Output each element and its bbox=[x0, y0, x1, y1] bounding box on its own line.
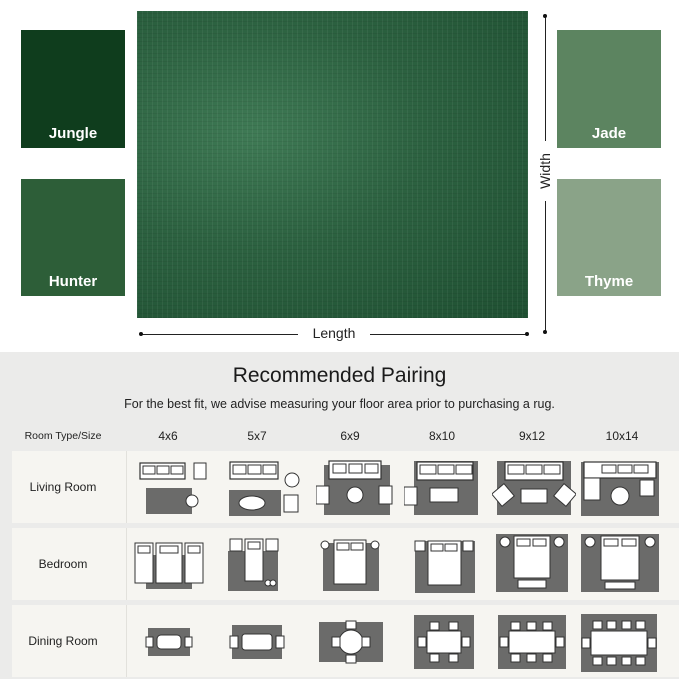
size-header-10x14: 10x14 bbox=[605, 429, 639, 443]
dining-room-9x12-plan bbox=[496, 613, 568, 671]
length-label: Length bbox=[298, 325, 370, 341]
size-header-9x12: 9x12 bbox=[518, 429, 546, 443]
table-row-bedroom bbox=[12, 528, 679, 600]
dining-room-10x14-plan bbox=[579, 613, 659, 673]
dining-room-8x10-plan bbox=[412, 613, 476, 671]
bedroom-5x7-plan bbox=[226, 533, 284, 595]
living-room-10x14-plan bbox=[580, 458, 660, 518]
dimension-endpoint bbox=[525, 332, 529, 336]
section-title: Recommended Pairing bbox=[232, 364, 447, 387]
dimension-endpoint bbox=[139, 332, 143, 336]
table-row-dining-room bbox=[12, 605, 679, 677]
swatch-hunter[interactable] bbox=[21, 179, 125, 296]
bedroom-9x12-plan bbox=[494, 532, 570, 594]
size-header-8x10: 8x10 bbox=[428, 429, 456, 443]
dining-room-6x9-plan bbox=[318, 617, 384, 667]
row-label: Bedroom bbox=[38, 557, 88, 571]
dimension-endpoint bbox=[543, 14, 547, 18]
width-label: Width bbox=[537, 141, 555, 201]
dimension-endpoint bbox=[543, 330, 547, 334]
recommended-pairing-section bbox=[0, 352, 679, 679]
row-label: Living Room bbox=[29, 480, 97, 494]
bedroom-6x9-plan bbox=[317, 533, 381, 595]
dining-room-4x6-plan bbox=[145, 626, 193, 658]
swatch-label: Jade bbox=[591, 125, 627, 142]
divider bbox=[126, 528, 127, 600]
rug-image bbox=[137, 11, 528, 318]
size-header-4x6: 4x6 bbox=[158, 429, 178, 443]
divider bbox=[126, 451, 127, 523]
room-type-header: Room Type/Size bbox=[24, 430, 102, 442]
divider bbox=[126, 605, 127, 677]
table-row-living-room bbox=[12, 451, 679, 523]
dining-room-5x7-plan bbox=[228, 623, 286, 661]
row-label: Dining Room bbox=[28, 634, 98, 648]
swatch-label: Jungle bbox=[48, 125, 98, 142]
bedroom-10x14-plan bbox=[580, 532, 660, 594]
living-room-6x9-plan bbox=[316, 458, 396, 518]
swatch-thyme[interactable] bbox=[557, 179, 661, 296]
section-subtitle: For the best fit, we advise measuring your floor area prior to purchasing a rug. bbox=[124, 397, 555, 411]
size-header-5x7: 5x7 bbox=[247, 429, 267, 443]
swatch-label: Thyme bbox=[584, 273, 634, 290]
swatch-jade[interactable] bbox=[557, 30, 661, 148]
bedroom-8x10-plan bbox=[411, 533, 477, 595]
swatch-jungle[interactable] bbox=[21, 30, 125, 148]
size-header-6x9: 6x9 bbox=[340, 429, 360, 443]
living-room-5x7-plan bbox=[226, 458, 306, 518]
living-room-8x10-plan bbox=[404, 458, 480, 518]
living-room-4x6-plan bbox=[137, 458, 211, 516]
living-room-9x12-plan bbox=[492, 458, 576, 518]
swatch-label: Hunter bbox=[48, 273, 98, 290]
bedroom-4x6-plan bbox=[134, 533, 208, 595]
